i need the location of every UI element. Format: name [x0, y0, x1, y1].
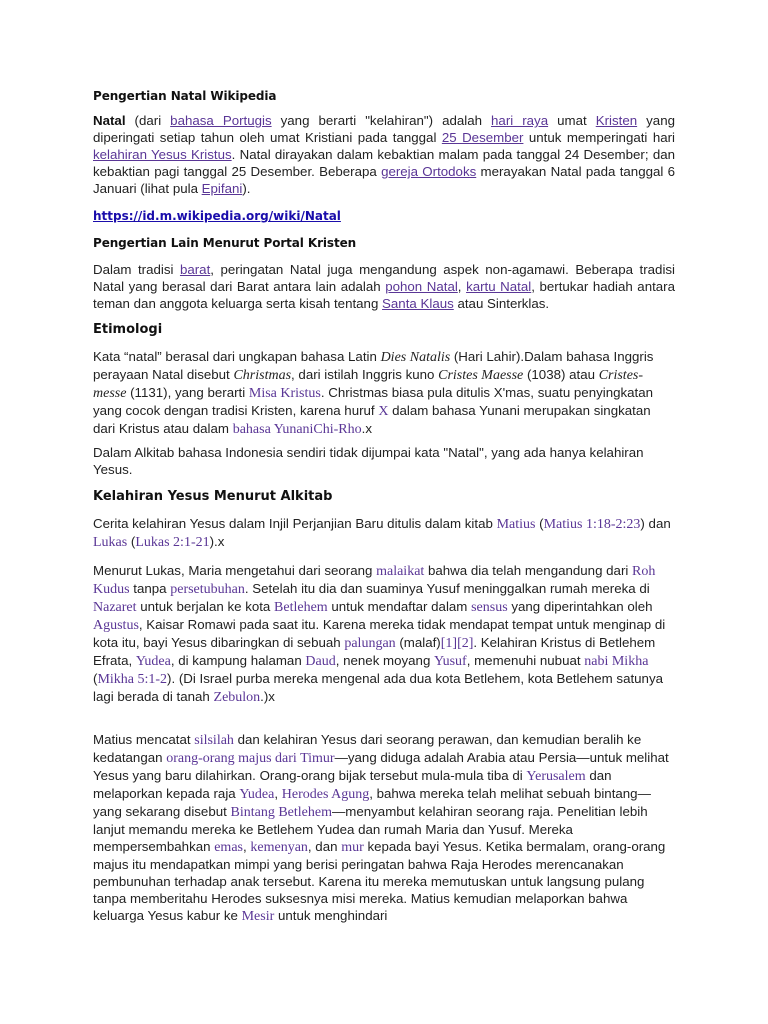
link-nabi-mikha[interactable]: nabi Mikha	[584, 654, 649, 669]
link-kemenyan[interactable]: kemenyan	[250, 840, 308, 855]
source-url-line	[93, 207, 675, 225]
text: . Natal dirayakan dalam kebaktian malam pada tanggal 24 Desember; dan kebaktian pagi tanggal 25 Desember. Beberapa	[93, 147, 675, 179]
link-barat[interactable]: barat	[179, 262, 211, 277]
link-epifani[interactable]: Epifani	[201, 181, 243, 196]
text: (	[127, 534, 136, 549]
paragraph-alkitab-indonesia: Dalam Alkitab bahasa Indonesia sendiri tidak dijumpai kata "Natal", yang ada hanya kelahiran Yesus.	[93, 445, 644, 477]
text: ) dan	[640, 516, 671, 531]
link-kartu-natal[interactable]: kartu Natal	[466, 279, 532, 294]
paragraph-matius-mencatat	[93, 731, 675, 925]
text: Matius mencatat	[93, 732, 195, 747]
link-pohon-natal[interactable]: pohon Natal	[385, 279, 458, 294]
text: ,	[242, 839, 251, 854]
text: (dari	[125, 113, 171, 128]
text: untuk mendaftar dalam	[327, 599, 472, 614]
link-bahasa-portugis[interactable]: bahasa Portugis	[170, 113, 272, 128]
link-bintang-betlehem[interactable]: Bintang Betlehem	[230, 805, 332, 820]
text: yang diperintahkan oleh	[507, 599, 653, 614]
heading-pengertian-lain: Pengertian Lain Menurut Portal Kristen	[93, 236, 357, 250]
text: , dari istilah Inggris kuno	[291, 367, 439, 382]
link-orang-majus[interactable]: orang-orang majus dari Timur	[166, 751, 335, 766]
term-dies-natalis: Dies Natalis	[380, 350, 451, 365]
link-yusuf[interactable]: Yusuf	[434, 654, 467, 669]
link-ref-2[interactable]: [2]	[457, 636, 474, 651]
text: ).x	[209, 534, 225, 549]
link-santa-klaus[interactable]: Santa Klaus	[382, 296, 454, 311]
text: dalam bahasa Yunani merupakan singkatan dari Kristus atau dalam	[93, 403, 651, 436]
link-yudea-2[interactable]: Yudea	[239, 787, 275, 802]
link-matius-1-18[interactable]: Matius 1:18-2:23	[543, 517, 641, 532]
term-christmas: Christmas	[233, 368, 292, 383]
text: , nenek moyang	[335, 653, 435, 668]
text: (Hari Lahir).Dalam bahasa Inggris perayaan Natal disebut	[93, 349, 654, 382]
text: kepada bayi Yesus. Ketika bermalam, orang-orang majus itu mendapatkan mimpi yang berisi peringatan bahwa Raja Herodes merencanakan pembunuhan terhadap anak tersebut. Karena itu mereka memutuskan untuk langsung pulang tanpa memberitahu Herodes suksesnya misi mereka. Matius kemudian melaporkan bahwa keluarga Yesus kabur ke	[93, 839, 666, 923]
text: atau Sinterklas.	[453, 296, 550, 311]
link-mesir[interactable]: Mesir	[241, 909, 275, 924]
link-palungan[interactable]: palungan	[344, 636, 396, 651]
link-zebulon[interactable]: Zebulon	[213, 690, 261, 705]
text: umat	[548, 113, 596, 128]
paragraph-tradisi-barat	[93, 261, 675, 312]
text: , bertukar hadiah antara teman dan anggota keluarga serta kisah tentang	[93, 279, 676, 311]
link-betlehem[interactable]: Betlehem	[274, 600, 328, 615]
link-mikha-5-1[interactable]: Mikha 5:1-2	[97, 672, 168, 687]
link-emas[interactable]: emas	[214, 840, 243, 855]
link-lukas[interactable]: Lukas	[93, 535, 128, 550]
link-25-desember[interactable]: 25 Desember	[441, 130, 524, 145]
text: tanpa	[129, 581, 171, 596]
text: . Setelah itu dia dan suaminya Yusuf meninggalkan rumah mereka di	[244, 581, 650, 596]
text: untuk menghindari	[274, 908, 388, 923]
link-silsilah[interactable]: silsilah	[194, 733, 234, 748]
heading-etimologi: Etimologi	[93, 322, 163, 337]
text: yang diperingati setiap tahun oleh umat Kristiani pada tanggal	[93, 113, 675, 145]
link-chi-rho[interactable]: Chi-Rho	[313, 422, 362, 437]
heading-pengertian-natal: Pengertian Natal Wikipedia	[93, 89, 277, 103]
text: . Christmas biasa pula ditulis X'mas, suatu penyingkatan yang cocok dengan tradisi Kristen, karena huruf	[93, 385, 654, 418]
text: , memenuhi nubuat	[466, 653, 585, 668]
link-kelahiran-yesus-kristus[interactable]: kelahiran Yesus Kristus	[93, 147, 232, 162]
text: untuk memperingati hari	[523, 130, 675, 145]
text: Menurut Lukas, Maria mengetahui dari seorang	[93, 563, 377, 578]
text: (1131), yang berarti	[126, 385, 249, 400]
term-natal: Natal	[93, 113, 126, 128]
text: untuk berjalan ke kota	[136, 599, 275, 614]
link-hari-raya[interactable]: hari raya	[491, 113, 549, 128]
text: ,	[457, 279, 467, 294]
text: ,	[274, 786, 282, 801]
text: ). (Di Israel purba mereka mengenal ada dua kota Betlehem, kota Betlehem satunya lagi berada di tanah	[93, 671, 663, 704]
link-mur[interactable]: mur	[341, 840, 364, 855]
term-cristes-messe: Cristes-messe	[93, 368, 644, 401]
paragraph-cerita-kelahiran	[93, 515, 675, 551]
text: bahwa dia telah mengandung dari	[424, 563, 633, 578]
text: dan melaporkan kepada raja	[93, 768, 612, 801]
link-kristen[interactable]: Kristen	[595, 113, 638, 128]
link-misa-kristus[interactable]: Misa Kristus	[248, 386, 321, 401]
link-yudea[interactable]: Yudea	[135, 654, 171, 669]
text: —yang diduga adalah Arabia atau Persia—untuk melihat Yesus yang baru dilahirkan. Orang-orang bijak tersebut mula-mula tiba di	[93, 750, 669, 783]
text: (1038) atau	[523, 367, 599, 382]
link-sensus[interactable]: sensus	[471, 600, 508, 615]
link-bahasa-yunani[interactable]: bahasa Yunani	[232, 422, 314, 437]
link-persetubuhan[interactable]: persetubuhan	[170, 582, 245, 597]
text: dan kelahiran Yesus dari seorang perawan, dan kemudian beralih ke kedatangan	[93, 732, 642, 765]
text: , Kaisar Romawi pada saat itu. Karena mereka tidak mendapat tempat untuk menginap di kota itu, bayi Yesus dibaringkan di sebuah	[93, 617, 666, 650]
link-roh-kudus[interactable]: Roh Kudus	[93, 564, 656, 597]
link-herodes-agung[interactable]: Herodes Agung	[281, 787, 370, 802]
paragraph-etimologi	[93, 348, 675, 438]
link-daud[interactable]: Daud	[305, 654, 336, 669]
text: , bahwa mereka telah melihat sebuah bintang—yang sekarang disebut	[93, 786, 651, 819]
text: , dan	[307, 839, 342, 854]
link-malaikat[interactable]: malaikat	[376, 564, 425, 579]
text: , di kampung halaman	[170, 653, 306, 668]
text: Kata “natal” berasal dari ungkapan bahasa Latin	[93, 349, 381, 364]
link-agustus[interactable]: Agustus	[93, 618, 139, 633]
text: (	[535, 516, 544, 531]
paragraph-natal-definition	[93, 112, 675, 197]
text: Dalam tradisi	[93, 262, 180, 277]
text: ).	[242, 181, 251, 196]
text: merayakan Natal pada tanggal 6 Januari (lihat pula	[93, 164, 676, 196]
text: —menyambut kelahiran seorang raja. Penelitian lebih lanjut memandu mereka ke Betlehem Yudea dan rumah Maria dan Yusuf. Mereka mempersembahkan	[93, 804, 648, 854]
link-wikipedia-natal[interactable]: https://id.m.wikipedia.org/wiki/Natal	[93, 209, 341, 223]
heading-kelahiran-yesus: Kelahiran Yesus Menurut Alkitab	[93, 489, 333, 504]
link-x[interactable]: X	[378, 404, 389, 419]
term-cristes-maesse: Cristes Maesse	[438, 368, 524, 383]
text: Cerita kelahiran Yesus dalam Injil Perjanjian Baru ditulis dalam kitab	[93, 516, 497, 531]
link-lukas-2-1[interactable]: Lukas 2:1-21	[135, 535, 210, 550]
text: , peringatan Natal juga mengandung aspek non-agamawi. Beberapa tradisi Natal yang berasal dari Barat antara lain adalah	[93, 262, 675, 294]
text: (	[93, 671, 98, 686]
text: yang berarti "kelahiran") adalah	[271, 113, 492, 128]
paragraph-menurut-lukas	[93, 562, 675, 706]
link-nazaret[interactable]: Nazaret	[93, 600, 137, 615]
link-matius[interactable]: Matius	[496, 517, 536, 532]
text: .x	[361, 421, 372, 436]
text: (malaf)	[395, 635, 441, 650]
link-gereja-ortodoks[interactable]: gereja Ortodoks	[381, 164, 477, 179]
text: . Kelahiran Kristus di Betlehem Efrata,	[93, 635, 656, 668]
text: .)x	[260, 689, 275, 704]
link-yerusalem[interactable]: Yerusalem	[526, 769, 586, 784]
link-ref-1[interactable]: [1]	[440, 636, 458, 651]
